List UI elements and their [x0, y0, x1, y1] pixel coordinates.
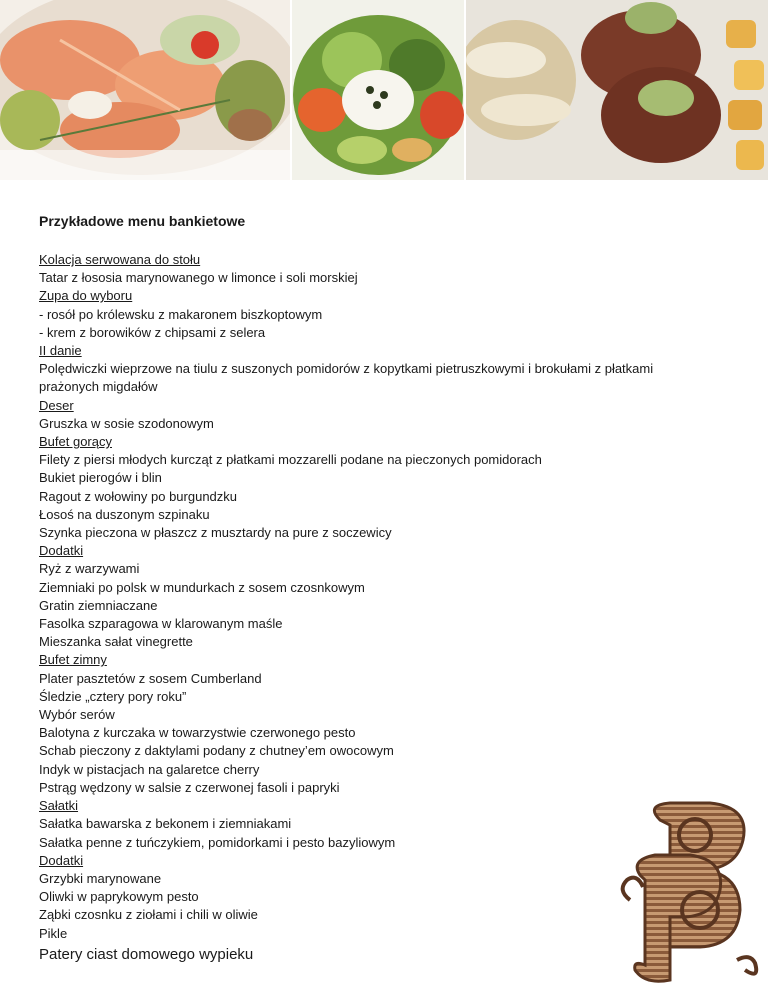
- salmon-salad-photo: [0, 0, 290, 180]
- menu-item: Sałatka penne z tuńczykiem, pomidorkami i pesto bazyliowym: [39, 834, 396, 850]
- menu-item: Bukiet pierogów i blin: [39, 470, 162, 486]
- header-photo-strip: [0, 0, 768, 180]
- menu-section-heading: Deser: [39, 397, 74, 413]
- menu-item: Gratin ziemniaczane: [39, 597, 158, 613]
- menu-item: Grzybki marynowane: [39, 870, 162, 886]
- menu-item: Indyk w pistacjach na galaretce cherry: [39, 761, 260, 777]
- bp-monogram-logo: [615, 795, 765, 990]
- pastry-line: Patery ciast domowego wypieku: [39, 945, 254, 963]
- menu-item: Pikle: [39, 925, 68, 941]
- menu-item: Sałatka bawarska z bekonem i ziemniakami: [39, 816, 292, 832]
- menu-item: Pstrąg wędzony w salsie z czerwonej fasoli i papryki: [39, 779, 340, 795]
- menu-item: Plater pasztetów z sosem Cumberland: [39, 670, 262, 686]
- steak-with-herb-butter-photo: [466, 0, 768, 180]
- menu-section-heading: Zupa do wyboru: [39, 288, 133, 304]
- menu-title: Przykładowe menu bankietowe: [39, 213, 246, 229]
- menu-section-heading: Bufet gorący: [39, 434, 112, 450]
- menu-item: Ragout z wołowiny po burgundzku: [39, 488, 238, 504]
- menu-section-heading: Dodatki: [39, 852, 84, 868]
- menu-section-heading: II danie: [39, 343, 82, 359]
- menu-section-heading: Kolacja serwowana do stołu: [39, 252, 201, 267]
- menu-section-heading: Bufet zimny: [39, 652, 107, 668]
- menu-item: Schab pieczony z daktylami podany z chutney’em owocowym: [39, 743, 394, 759]
- menu-item: Oliwki w paprykowym pesto: [39, 889, 199, 905]
- menu-section-heading: Dodatki: [39, 543, 84, 559]
- menu-item: Łosoś na duszonym szpinaku: [39, 506, 210, 522]
- menu-item: Filety z piersi młodych kurcząt z płatkami mozzarelli podane na pieczonych pomidorach: [39, 452, 542, 468]
- menu-item: Ziemniaki po polsk w mundurkach z sosem czosnkowym: [39, 579, 365, 595]
- menu-item: Polędwiczki wieprzowe na tiulu z suszonych pomidorów z kopytkami pietruszkowymi i brokułami z płatkami prażonych migdałów: [39, 361, 654, 395]
- menu-item: Tatar z łososia marynowanego w limonce i soli morskiej: [39, 270, 358, 286]
- mozzarella-salad-photo: [292, 0, 464, 180]
- menu-item: Ryż z warzywami: [39, 561, 140, 577]
- menu-item: - krem z borowików z chipsami z selera: [39, 324, 266, 340]
- menu-item: Śledzie „cztery pory roku”: [39, 688, 187, 704]
- menu-item: Balotyna z kurczaka w towarzystwie czerwonego pesto: [39, 725, 356, 741]
- menu-item: Gruszka w sosie szodonowym: [39, 415, 214, 431]
- menu-item: Fasolka szparagowa w klarowanym maśle: [39, 616, 283, 632]
- menu-item: Mieszanka sałat vinegrette: [39, 634, 193, 650]
- menu-item: Ząbki czosnku z ziołami i chili w oliwie: [39, 907, 258, 923]
- menu-item: Szynka pieczona w płaszcz z musztardy na pure z soczewicy: [39, 525, 392, 541]
- menu-item: Wybór serów: [39, 707, 115, 723]
- menu-item: - rosół po królewsku z makaronem biszkoptowym: [39, 306, 323, 322]
- menu-section-heading: Sałatki: [39, 798, 79, 814]
